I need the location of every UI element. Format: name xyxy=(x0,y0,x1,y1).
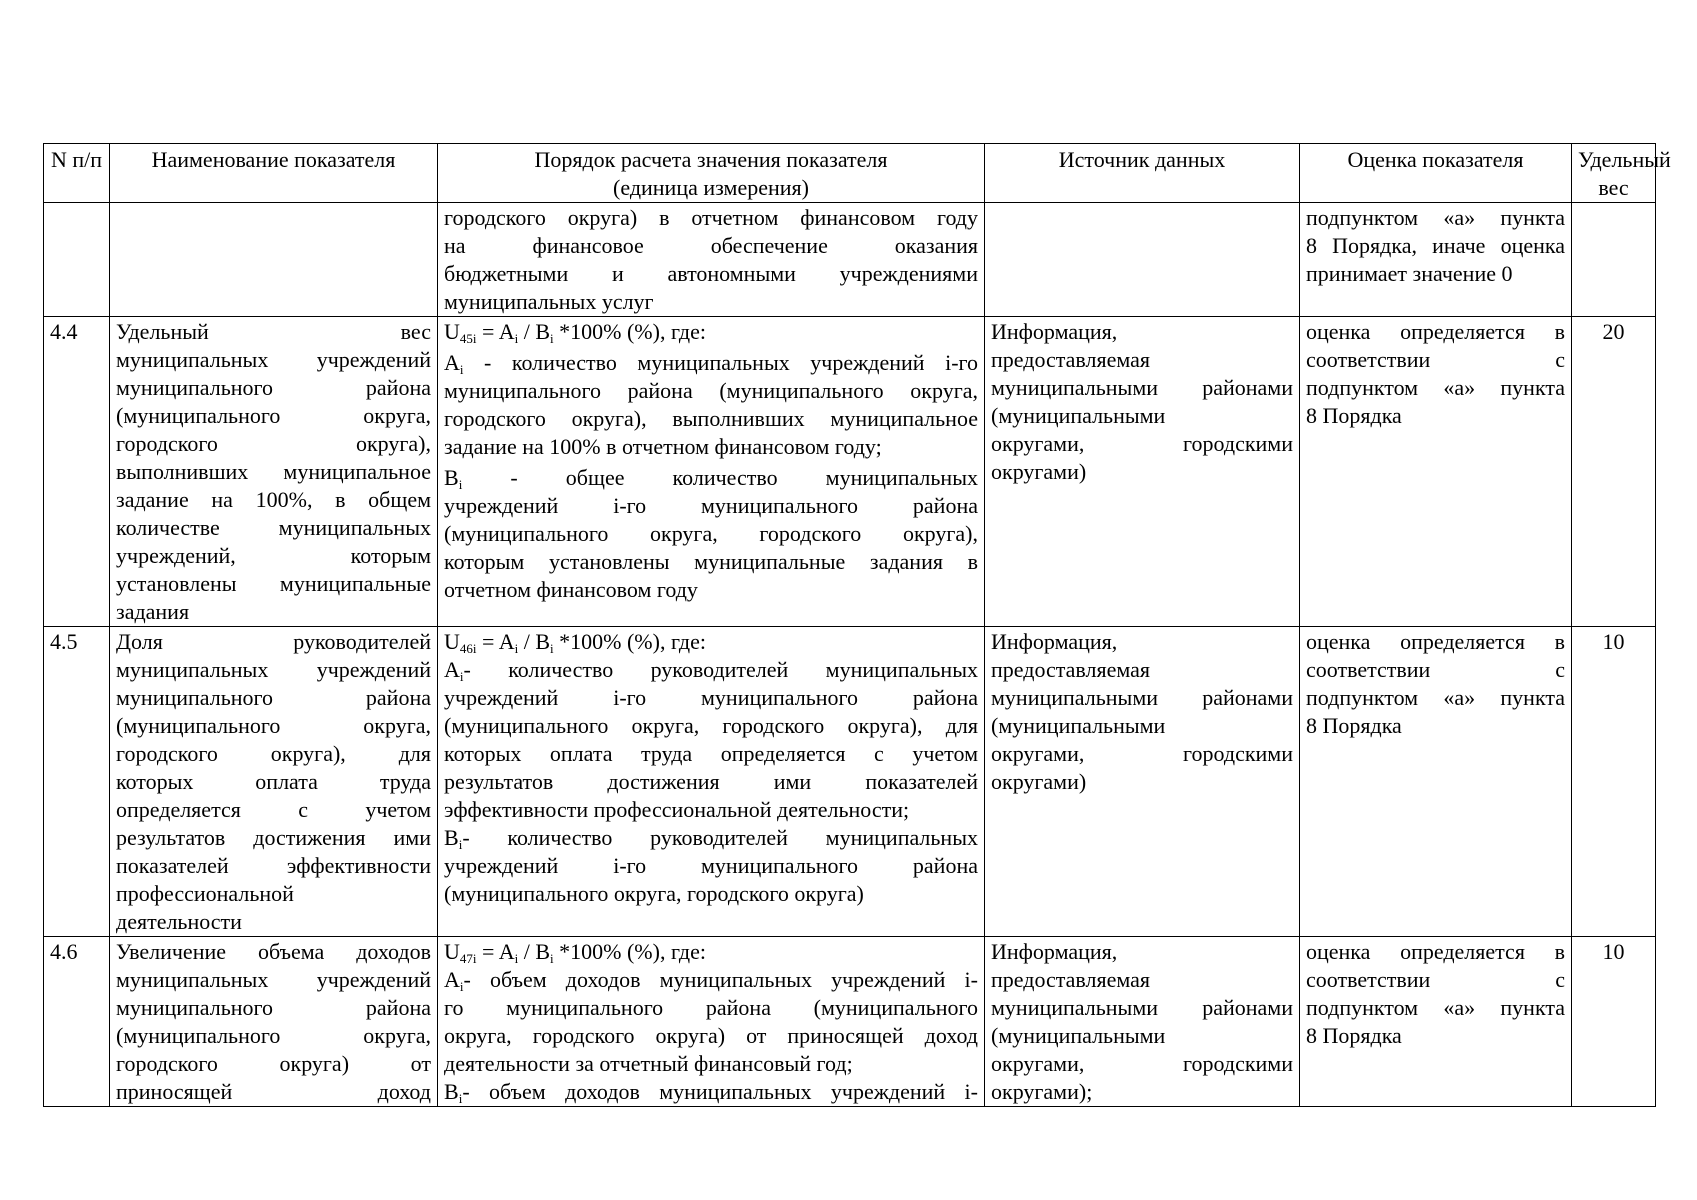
formula: $U_{46i} = A_i / B_i$ *100% (%), где: xyxy=(444,629,706,656)
calc-line: которых оплата труда определяется с учетом xyxy=(444,741,978,766)
assessment-line: оценка определяется в xyxy=(1306,629,1565,654)
calc-line: (муниципального округа, городского округа), xyxy=(444,521,978,546)
cell-weight xyxy=(1572,203,1656,317)
source-line: муниципальными районами xyxy=(991,995,1293,1020)
name-line: результатов достижения ими xyxy=(116,825,431,850)
calc-line: муниципальных услуг xyxy=(444,289,654,314)
name-line: деятельности xyxy=(116,909,242,934)
cell-name xyxy=(110,317,438,627)
calc-line: учреждений i-го муниципального района xyxy=(444,493,978,518)
cell-assessment xyxy=(1300,317,1572,627)
cell-calc xyxy=(438,627,985,937)
name-line: приносящей доход xyxy=(116,1079,431,1104)
source-line: муниципальными районами xyxy=(991,375,1293,400)
name-line: профессиональной xyxy=(116,881,294,906)
assessment-line: оценка определяется в xyxy=(1306,319,1565,344)
calc-line: $B_i-$ объем доходов муниципальных учреждений i- xyxy=(444,1079,978,1106)
name-line: городского округа) от xyxy=(116,1051,431,1076)
source-line: муниципальными районами xyxy=(991,685,1293,710)
table-row xyxy=(44,627,1656,937)
calc-line: отчетном финансовом году xyxy=(444,577,698,602)
name-line: показателей эффективности xyxy=(116,853,431,878)
calc-line: $A_i$ - количество муниципальных учреждений i-го xyxy=(444,350,978,377)
source-line: предоставляемая xyxy=(991,347,1151,372)
header-num: N п/п xyxy=(44,144,110,203)
source-line: округами, городскими xyxy=(991,741,1293,766)
table-header-row xyxy=(44,144,1656,203)
assessment-line: 8 Порядка xyxy=(1306,1023,1402,1048)
assessment-line: 8 Порядка xyxy=(1306,713,1402,738)
calc-line: округа, городского округа) от приносящей доход xyxy=(444,1023,978,1048)
cell-source xyxy=(985,203,1300,317)
header-calc xyxy=(438,144,985,203)
name-line: муниципального района xyxy=(116,995,431,1020)
source-line: (муниципальными xyxy=(991,1023,1166,1048)
cell-source xyxy=(985,937,1300,1107)
name-line: муниципальных учреждений xyxy=(116,347,431,372)
calc-line: муниципального района (муниципального округа, xyxy=(444,378,978,403)
assessment-line: подпунктом «а» пункта xyxy=(1306,375,1565,400)
assessment-line: подпунктом «а» пункта xyxy=(1306,995,1565,1020)
cell-num: 4.4 xyxy=(44,317,110,627)
name-line: (муниципального округа, xyxy=(116,1023,431,1048)
name-line: муниципальных учреждений xyxy=(116,967,431,992)
cell-calc xyxy=(438,937,985,1107)
cell-assessment xyxy=(1300,627,1572,937)
name-line: городского округа), xyxy=(116,431,431,456)
name-line: Удельный вес xyxy=(116,319,431,344)
calc-line: учреждений i-го муниципального района xyxy=(444,853,978,878)
header-name: Наименование показателя xyxy=(110,144,438,203)
header-calc-line2: (единица измерения) xyxy=(613,175,809,200)
cell-name xyxy=(110,203,438,317)
calc-line: на финансовое обеспечение оказания xyxy=(444,233,978,258)
name-line: муниципального района xyxy=(116,375,431,400)
calc-line: эффективности профессиональной деятельности; xyxy=(444,797,910,822)
calc-line: $B_i$ - общее количество муниципальных xyxy=(444,465,978,492)
cell-assessment xyxy=(1300,203,1572,317)
name-line: которых оплата труда xyxy=(116,769,431,794)
source-line: округами); xyxy=(991,1079,1093,1104)
cell-assessment xyxy=(1300,937,1572,1107)
assessment-line: подпунктом «а» пункта xyxy=(1306,205,1565,230)
header-assessment: Оценка показателя xyxy=(1300,144,1572,203)
calc-line: бюджетными и автономными учреждениями xyxy=(444,261,978,286)
document-page xyxy=(43,143,1671,1107)
source-line: Информация, xyxy=(991,939,1118,964)
name-line: муниципального района xyxy=(116,685,431,710)
source-line: Информация, xyxy=(991,629,1118,654)
calc-line: $A_i-$ количество руководителей муниципальных xyxy=(444,657,978,684)
source-line: предоставляемая xyxy=(991,967,1151,992)
name-line: городского округа), для xyxy=(116,741,431,766)
name-line: учреждений, которым xyxy=(116,543,431,568)
table-row xyxy=(44,937,1656,1107)
name-line: количестве муниципальных xyxy=(116,515,431,540)
cell-calc xyxy=(438,317,985,627)
assessment-line: оценка определяется в xyxy=(1306,939,1565,964)
indicators-table xyxy=(43,143,1671,1107)
name-line: выполнивших муниципальное xyxy=(116,459,431,484)
cell-weight: 10 xyxy=(1572,627,1656,937)
calc-line: учреждений i-го муниципального района xyxy=(444,685,978,710)
calc-line: (муниципального округа, городского округа) xyxy=(444,881,864,906)
source-line: Информация, xyxy=(991,319,1118,344)
cell-num: 4.5 xyxy=(44,627,110,937)
table-row xyxy=(44,317,1656,627)
calc-line: задание на 100% в отчетном финансовом году; xyxy=(444,434,882,459)
calc-line: результатов достижения ими показателей xyxy=(444,769,978,794)
name-line: задание на 100%, в общем xyxy=(116,487,431,512)
header-weight: Удельный вес xyxy=(1572,144,1656,203)
assessment-line: соответствии с xyxy=(1306,347,1565,372)
name-line: установлены муниципальные xyxy=(116,571,431,596)
source-line: округами, городскими xyxy=(991,1051,1293,1076)
calc-line: го муниципального района (муниципального xyxy=(444,995,978,1020)
calc-line: деятельности за отчетный финансовый год; xyxy=(444,1051,853,1076)
calc-line: $A_i-$ объем доходов муниципальных учреждений i- xyxy=(444,967,978,994)
name-line: задания xyxy=(116,599,190,624)
source-line: (муниципальными xyxy=(991,713,1166,738)
cell-calc xyxy=(438,203,985,317)
cell-source xyxy=(985,317,1300,627)
calc-line: городского округа) в отчетном финансовом году xyxy=(444,205,978,230)
assessment-line: подпунктом «а» пункта xyxy=(1306,685,1565,710)
name-line: (муниципального округа, xyxy=(116,403,431,428)
cell-weight: 20 xyxy=(1572,317,1656,627)
source-line: округами) xyxy=(991,769,1087,794)
assessment-line: 8 Порядка xyxy=(1306,403,1402,428)
calc-line: $B_i-$ количество руководителей муниципальных xyxy=(444,825,978,852)
source-line: округами) xyxy=(991,459,1087,484)
cell-num: 4.6 xyxy=(44,937,110,1107)
source-line: предоставляемая xyxy=(991,657,1151,682)
assessment-line: соответствии с xyxy=(1306,657,1565,682)
assessment-line: принимает значение 0 xyxy=(1306,261,1513,286)
cell-source xyxy=(985,627,1300,937)
header-source: Источник данных xyxy=(985,144,1300,203)
formula: $U_{45i} = A_i / B_i$ *100% (%), где: xyxy=(444,319,706,346)
calc-line: (муниципального округа, городского округа), для xyxy=(444,713,978,738)
assessment-line: соответствии с xyxy=(1306,967,1565,992)
cell-name xyxy=(110,937,438,1107)
source-line: (муниципальными xyxy=(991,403,1166,428)
source-line: округами, городскими xyxy=(991,431,1293,456)
header-calc-line1: Порядок расчета значения показателя xyxy=(534,147,888,172)
formula: $U_{47i} = A_i / B_i$ *100% (%), где: xyxy=(444,939,706,966)
name-line: Доля руководителей xyxy=(116,629,431,654)
assessment-line: 8 Порядка, иначе оценка xyxy=(1306,233,1565,258)
name-line: Увеличение объема доходов xyxy=(116,939,431,964)
name-line: определяется с учетом xyxy=(116,797,431,822)
calc-line: которым установлены муниципальные задания в xyxy=(444,549,978,574)
cell-num xyxy=(44,203,110,317)
cell-weight: 10 xyxy=(1572,937,1656,1107)
table-row-continuation xyxy=(44,203,1656,317)
cell-name xyxy=(110,627,438,937)
name-line: (муниципального округа, xyxy=(116,713,431,738)
calc-line: городского округа), выполнивших муниципальное xyxy=(444,406,978,431)
name-line: муниципальных учреждений xyxy=(116,657,431,682)
